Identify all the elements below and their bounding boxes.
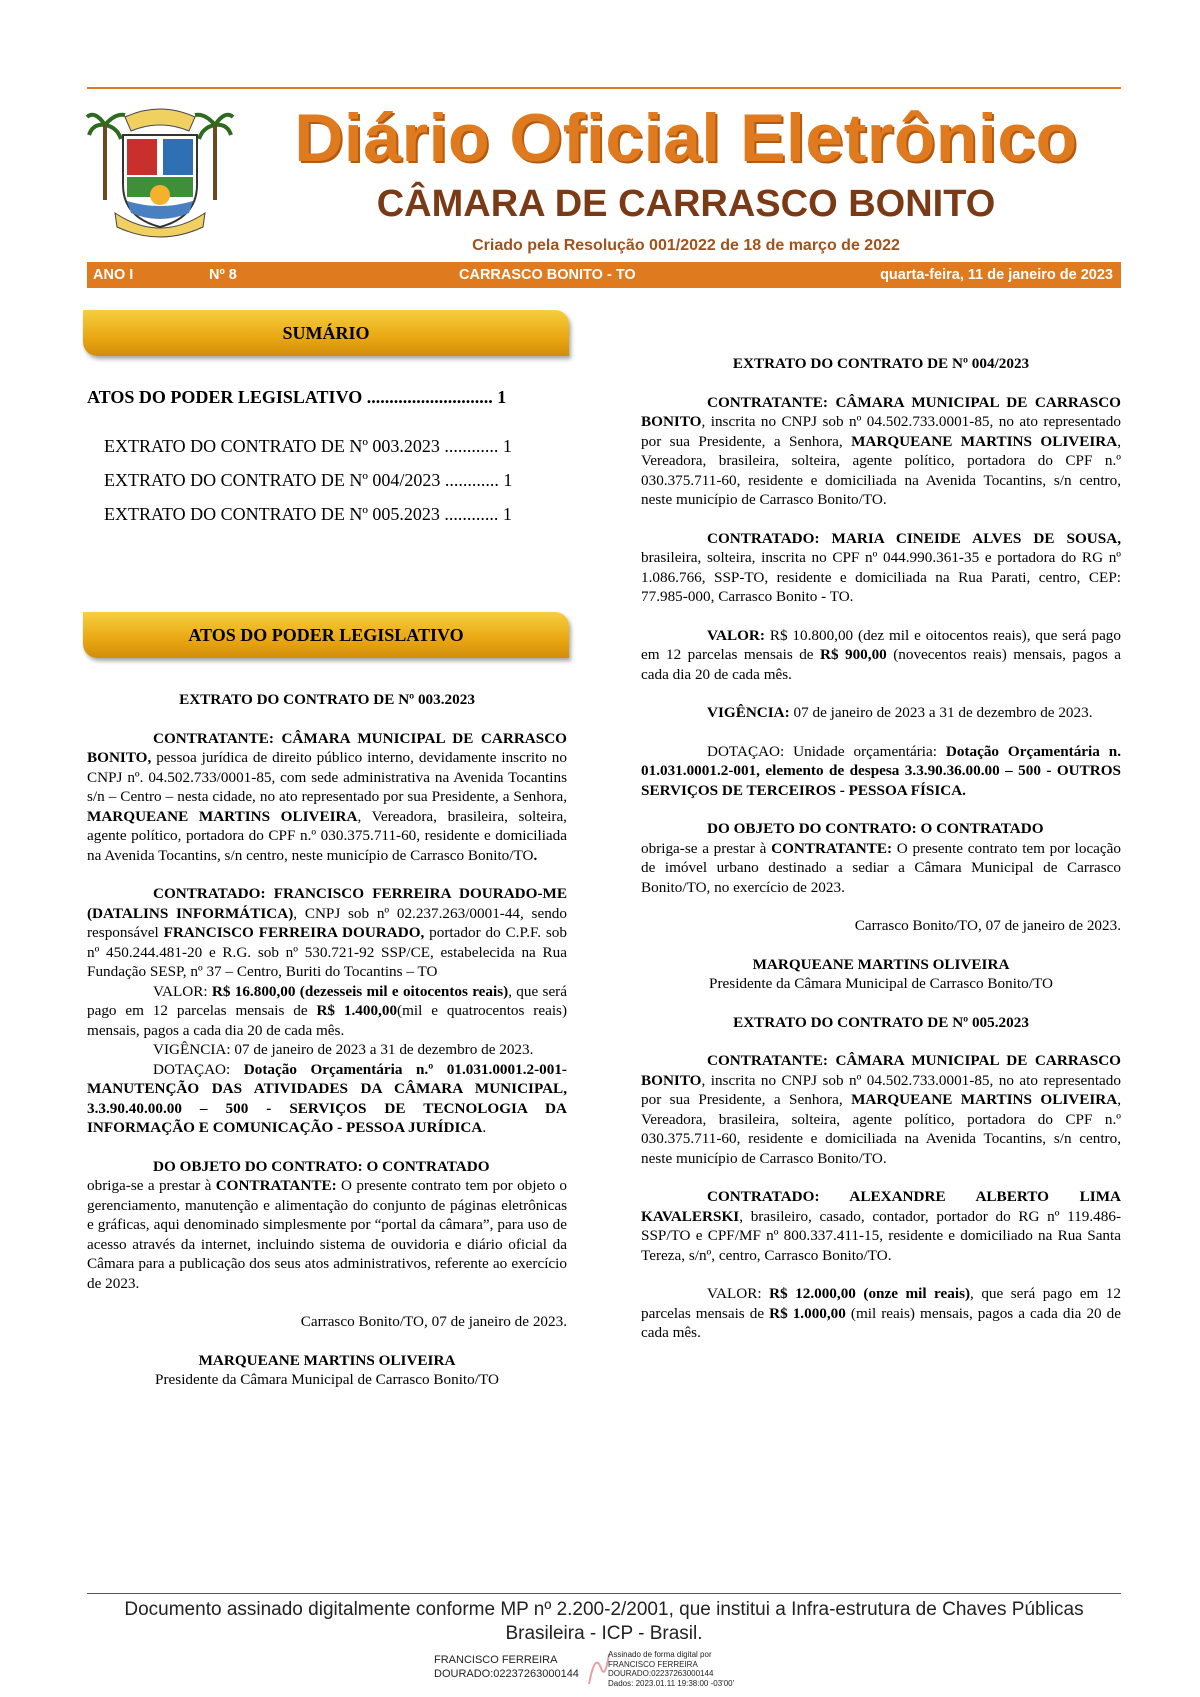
contract-005-heading: EXTRATO DO CONTRATO DE Nº 005.2023: [733, 1013, 1029, 1031]
edition-location: CARRASCO BONITO - TO: [459, 267, 636, 283]
creation-note: Criado pela Resolução 001/2022 de 18 de março de 2022: [472, 237, 900, 254]
toc-entry: EXTRATO DO CONTRATO DE Nº 004/2023 ............ 1: [104, 470, 513, 490]
digital-signature-stamp: [608, 1650, 788, 1688]
edition-number: Nº 8: [209, 267, 237, 283]
toc-entry: EXTRATO DO CONTRATO DE Nº 005.2023 ............ 1: [104, 504, 512, 524]
contract-005-valor: VALOR: R$ 12.000,00 (onze mil reais), que será pago em 12 parcelas mensais de R$ 1.000,00 (mil reais) mensais, pagos a cada dia 20 de cada mês.: [641, 1285, 1121, 1341]
contract-003-signer: MARQUEANE MARTINS OLIVEIRA: [198, 1351, 456, 1369]
contract-004-contratado: CONTRATADO: MARIA CINEIDE ALVES DE SOUSA, brasileira, solteira, inscrita no CPF nº 044.990.361-35 e portadora do RG nº 1.086.766, SSP-TO, residente e domiciliada na Rua Parati, centro, CEP: 77.985-000, Carrasco Bonito - TO.: [641, 529, 1121, 605]
stamp-line: Assinado de forma digital por: [608, 1650, 712, 1659]
contract-003-objeto: DO OBJETO DO CONTRATO: O CONTRATADO: [153, 1157, 490, 1175]
contract-003-objeto-text: obriga-se a prestar à CONTRATANTE: O presente contrato tem por objeto o gerenciamento, manutenção e alimentação do conjunto de páginas eletrônicas e gráficas, aqui denominado simplesmente por “portal da câmara”, para uso de acesso através da internet, incluindo sistema de ouvidoria e diário oficial da Câmara para a publicação dos seus atos administrativos, referente ao exercício de 2023.: [87, 1177, 567, 1292]
contract-003-valor: VALOR: R$ 16.800,00 (dezesseis mil e oitocentos reais), que será pago em 12 parcelas mensais de R$ 1.400,00(mil e quatrocentos reais) mensais, pagos a cada dia 20 de cada mês.: [87, 982, 568, 1039]
contract-004-signer-role: Presidente da Câmara Municipal de Carrasco Bonito/TO: [709, 975, 1053, 992]
contract-003-signer-role: Presidente da Câmara Municipal de Carrasco Bonito/TO: [155, 1371, 499, 1388]
contract-004-place-date: Carrasco Bonito/TO, 07 de janeiro de 2023.: [854, 917, 1121, 934]
edition-date: quarta-feira, 11 de janeiro de 2023: [880, 267, 1113, 283]
digital-signature-statement: Documento assinado digitalmente conforme MP nº 2.200-2/2001, que institui a Infra-estrutura de Chaves Públicas Brasileira - ICP - Brasil.: [124, 1599, 1084, 1644]
contract-005-contratante: CONTRATANTE: CÂMARA MUNICIPAL DE CARRASCO BONITO, inscrita no CNPJ sob nº 04.502.733.0001-85, no ato representado por sua Presidente, a Senhora, MARQUEANE MARTINS OLIVEIRA, Vereadora, brasileira, solteira, agente político, portadora do CPF n.º 030.375.711-60, residente e domiciliada na Avenida Tocantins, s/n centro, neste município de Carrasco Bonito/TO.: [641, 1052, 1121, 1167]
signer-name-line: FRANCISCO FERREIRA: [434, 1654, 558, 1666]
contract-003-dotacao: DOTAÇAO: Dotação Orçamentária n.º 01.031.0001.2-001- MANUTENÇÃO DAS ATIVIDADES DA CÂMARA MUNICIPAL, 3.3.90.40.00.00 – 500 - SERVIÇOS DE TECNOLOGIA DA INFORMAÇÃO E COMUNICAÇÃO - PESSOA JURÍDICA.: [87, 1060, 567, 1136]
header-top-rule: [87, 87, 1121, 89]
contract-003-heading: EXTRATO DO CONTRATO DE Nº 003.2023: [179, 691, 475, 708]
contract-004-signer: MARQUEANE MARTINS OLIVEIRA: [752, 955, 1010, 973]
stamp-line: Dados: 2023.01.11 19:38:00 -03'00': [608, 1678, 735, 1688]
summary-heading-box: [83, 310, 569, 356]
contract-004-heading: EXTRATO DO CONTRATO DE Nº 004/2023: [732, 355, 1030, 372]
signer-block: [434, 1653, 604, 1681]
municipal-seal-emblem: [85, 105, 235, 240]
contract-003-block: [87, 690, 567, 1390]
signer-id-line: DOURADO:02237263000144: [434, 1668, 579, 1680]
contract-003-contratado: CONTRATADO: FRANCISCO FERREIRA DOURADO-ME (DATALINS INFORMÁTICA), CNPJ sob nº 02.237.263/0001-44, sendo responsável FRANCISCO FERREIRA DOURADO, portador do C.P.F. sob nº 450.244.481-20 e R.G. sob nº 530.721-92 SSP/CE, estabelecida na Rua Fundação SESP, nº 37 – Centro, Buriti do Tocantins – TO: [87, 885, 567, 980]
contract-004-valor: VALOR: R$ 10.800,00 (dez mil e oitocentos reais), que será pago em 12 parcelas mensais de R$ 900,00 (novecentos reais) mensais, pagos a cada dia 20 de cada mês.: [641, 626, 1121, 683]
section-heading: ATOS DO PODER LEGISLATIVO: [188, 625, 464, 645]
contract-004-objeto-text: obriga-se a prestar à CONTRATANTE: O presente contrato tem por locação de imóvel urbano destinado a sediar a Câmara Municipal de Carrasco Bonito/TO, no exercício de 2023.: [641, 839, 1122, 896]
stamp-line: FRANCISCO FERREIRA: [608, 1659, 698, 1669]
newspaper-title: Diário Oficial Eletrônico: [294, 100, 1078, 176]
summary-heading: SUMÁRIO: [282, 323, 370, 343]
contract-005-contratado: CONTRATADO: ALEXANDRE ALBERTO LIMA KAVALERSKI, brasileiro, casado, contador, portador do RG nº 119.486-SSP/TO e CPF/MF nº 800.337.411-15, residente e domiciliado na Rua Santa Tereza, s/nº, centro, Carrasco Bonito/TO.: [641, 1188, 1121, 1264]
contract-003-vigencia: VIGÊNCIA: 07 de janeiro de 2023 a 31 de dezembro de 2023.: [153, 1041, 534, 1058]
chamber-name: CÂMARA DE CARRASCO BONITO: [376, 183, 996, 225]
contract-003-contratante: CONTRATANTE: CÂMARA MUNICIPAL DE CARRASCO BONITO, pessoa jurídica de direito público interno, devidamente inscrito no CNPJ nº. 04.502.733/0001-85, com sede administrativa na Avenida Tocantins s/n – Centro – nesta cidade, no ato representado por sua Presidente, a Senhora, MARQUEANE MARTINS OLIVEIRA, Vereadora, brasileira, solteira, agente político, portadora do CPF n.º 030.375.711-60, residente e domiciliada na Avenida Tocantins, s/n centro, neste município de Carrasco Bonito/TO.: [87, 729, 567, 864]
contract-004-dotacao: DOTAÇAO: Unidade orçamentária: Dotação Orçamentária n. 01.031.0001.2-001, elemento de despesa 3.3.90.36.00.00 – 500 - OUTROS SERVIÇOS DE TERCEIROS - PESSOA FÍSICA.: [641, 742, 1121, 799]
contract-004-contratante: CONTRATANTE: CÂMARA MUNICIPAL DE CARRASCO BONITO, inscrita no CNPJ sob nº 04.502.733.0001-85, no ato representado por sua Presidente, a Senhora, MARQUEANE MARTINS OLIVEIRA, Vereadora, brasileira, solteira, agente político, portadora do CPF n.º 030.375.711-60, residente e domiciliada na Avenida Tocantins, s/n centro, neste município de Carrasco Bonito/TO.: [641, 393, 1121, 508]
footer-rule: [87, 1593, 1121, 1594]
toc-entry: EXTRATO DO CONTRATO DE Nº 003.2023 ............ 1: [104, 436, 512, 456]
contract-004-objeto: DO OBJETO DO CONTRATO: O CONTRATADO: [707, 820, 1044, 837]
stamp-line: DOURADO:02237263000144: [608, 1669, 714, 1678]
contract-003-place-date: Carrasco Bonito/TO, 07 de janeiro de 2023.: [300, 1313, 567, 1330]
contract-004-vigencia: VIGÊNCIA: 07 de janeiro de 2023 a 31 de dezembro de 2023.: [707, 704, 1093, 721]
toc-main-entry: ATOS DO PODER LEGISLATIVO ............................ 1: [87, 387, 507, 407]
edition-year: ANO I: [93, 267, 134, 283]
edition-info-bar: [87, 262, 1121, 288]
contract-004-block: [641, 354, 1121, 1343]
section-heading-box: [83, 612, 569, 658]
